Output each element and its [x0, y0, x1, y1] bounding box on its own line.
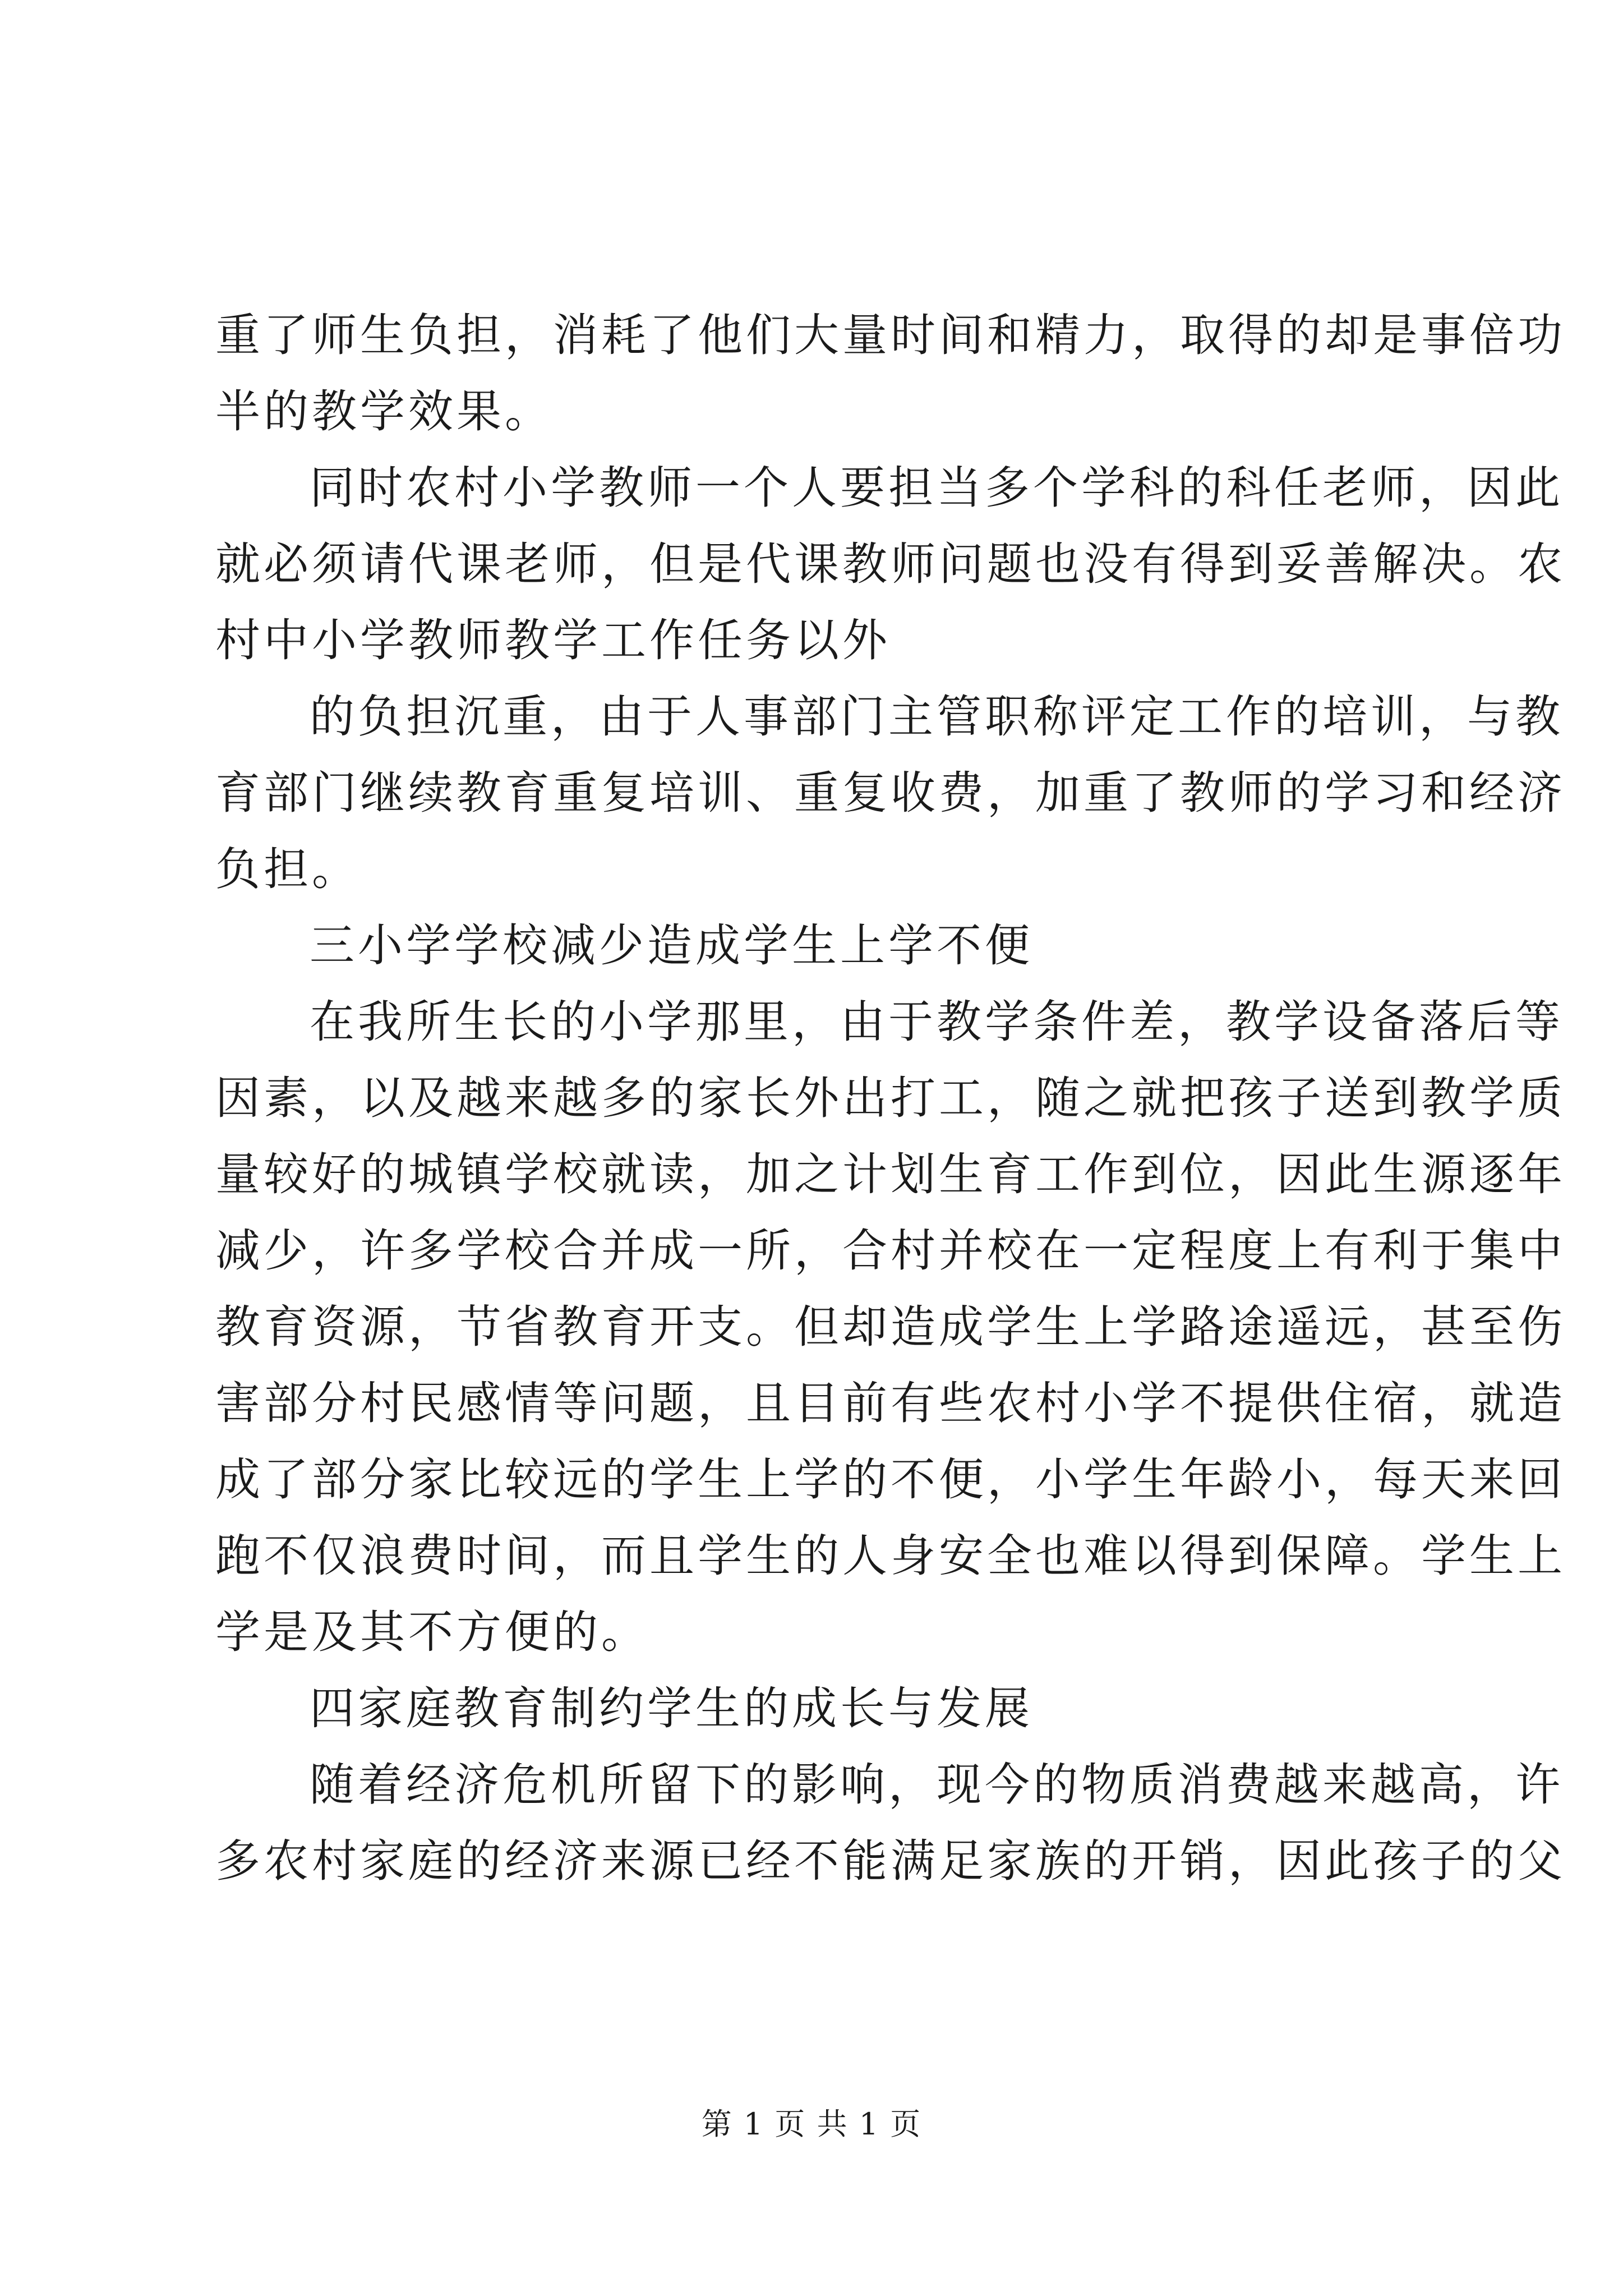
text-line: 村中小学教师教学工作任务以外	[215, 614, 891, 666]
text-line: 学是及其不方便的。	[215, 1606, 649, 1658]
text-line: 负担。	[215, 843, 360, 895]
text-line: 害部分村民感情等问题，且目前有些农村小学不提供住宿，就造	[215, 1377, 1566, 1429]
document-body	[215, 297, 1566, 1899]
text-line: 就必须请代课老师，但是代课教师问题也没有得到妥善解决。农	[215, 538, 1566, 590]
text-line: 随着经济危机所留下的影响，现今的物质消费越来越高，许	[310, 1759, 1564, 1811]
text-line: 育部门继续教育重复培训、重复收费，加重了教师的学习和经济	[215, 767, 1566, 819]
text-line: 的负担沉重，由于人事部门主管职称评定工作的培训，与教	[310, 691, 1564, 743]
text-line: 量较好的城镇学校就读，加之计划生育工作到位，因此生源逐年	[215, 1148, 1566, 1200]
text-line: 因素，以及越来越多的家长外出打工，随之就把孩子送到教学质	[215, 1072, 1566, 1124]
text-line: 在我所生长的小学那里，由于教学条件差，教学设备落后等	[310, 996, 1564, 1048]
text-line: 四家庭教育制约学生的成长与发展	[310, 1682, 1033, 1734]
text-line: 成了部分家比较远的学生上学的不便，小学生年龄小，每天来回	[215, 1453, 1566, 1506]
text-line: 教育资源，节省教育开支。但却造成学生上学路途遥远，甚至伤	[215, 1301, 1566, 1353]
text-line: 半的教学效果。	[215, 385, 553, 438]
text-line: 重了师生负担，消耗了他们大量时间和精力，取得的却是事倍功	[215, 309, 1566, 361]
text-line: 跑不仅浪费时间，而且学生的人身安全也难以得到保障。学生上	[215, 1530, 1566, 1582]
text-line: 减少，许多学校合并成一所，合村并校在一定程度上有利于集中	[215, 1225, 1566, 1277]
text-line: 同时农村小学教师一个人要担当多个学科的科任老师，因此	[310, 462, 1564, 514]
text-line: 多农村家庭的经济来源已经不能满足家族的开销，因此孩子的父	[215, 1835, 1566, 1887]
text-line: 三小学学校减少造成学生上学不便	[310, 919, 1033, 972]
page-footer: 第 1 页 共 1 页	[701, 2106, 922, 2142]
